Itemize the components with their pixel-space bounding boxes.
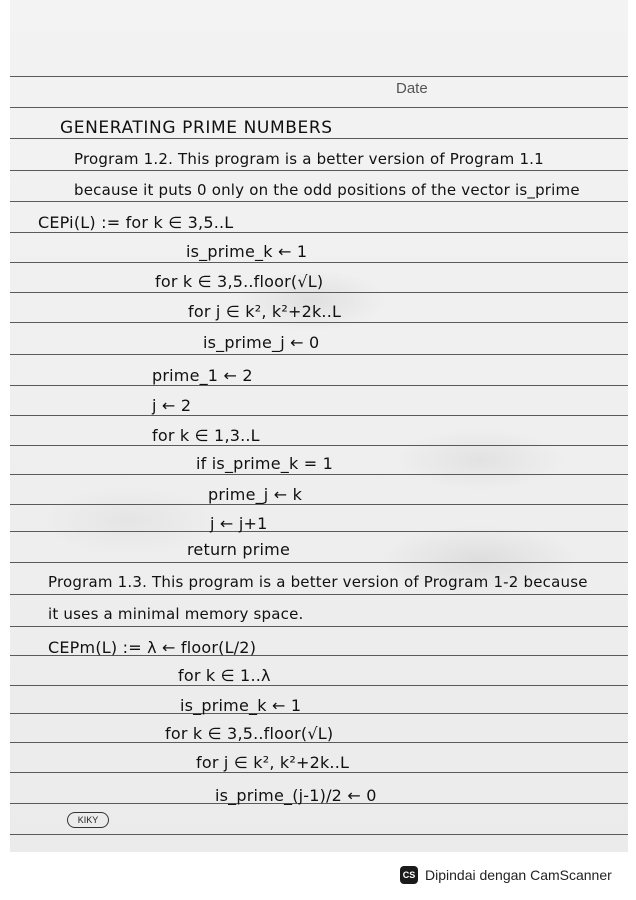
handwritten-line: CEPi(L) := for k ∈ 3,5..L: [38, 213, 234, 232]
ruled-line: [10, 107, 628, 108]
ruled-line: [10, 354, 628, 355]
handwritten-line: CEPm(L) := λ ← floor(L/2): [48, 638, 257, 657]
ruled-line: [10, 138, 628, 139]
handwritten-line: is_prime_k ← 1: [180, 696, 302, 715]
handwritten-line: is_prime_k ← 1: [186, 242, 308, 261]
ruled-line: [10, 504, 628, 505]
handwritten-line: return prime: [187, 540, 291, 559]
handwritten-line: for k ∈ 3,5..floor(√L): [165, 724, 334, 743]
ruled-line: [10, 201, 628, 202]
handwritten-line: j ← 2: [152, 396, 192, 415]
ruled-line: [10, 445, 628, 446]
handwritten-line: prime_j ← k: [208, 485, 303, 504]
handwritten-line: is_prime_j ← 0: [203, 333, 320, 352]
ruled-line: [10, 594, 628, 595]
watermark-text: Dipindai dengan CamScanner: [425, 867, 612, 883]
ruled-line: [10, 232, 628, 233]
handwritten-line: Program 1.3. This program is a better version of Program 1-2 because: [48, 573, 588, 591]
handwritten-line: for k ∈ 1,3..L: [152, 426, 260, 445]
handwritten-line: prime_1 ← 2: [152, 366, 253, 385]
notebook-brand-stamp: KIKY: [67, 812, 109, 828]
ruled-line: [10, 685, 628, 686]
ruled-line: [10, 170, 628, 171]
handwritten-line: is_prime_(j-1)/2 ← 0: [215, 786, 377, 805]
handwritten-line: it uses a minimal memory space.: [48, 605, 304, 623]
handwritten-line: for k ∈ 3,5..floor(√L): [155, 272, 324, 291]
handwritten-line: j ← j+1: [210, 514, 268, 533]
date-label: Date: [396, 80, 428, 97]
ruled-line: [10, 713, 628, 714]
ruled-line: [10, 772, 628, 773]
ruled-line: [10, 292, 628, 293]
ruled-line: [10, 474, 628, 475]
ruled-line: [10, 385, 628, 386]
ruled-line: [10, 834, 628, 835]
ruled-line: [10, 531, 628, 532]
ruled-line: [10, 562, 628, 563]
ruled-line: [10, 76, 628, 77]
camscanner-watermark: [392, 862, 620, 888]
notebook-page: [10, 0, 628, 852]
handwritten-line: GENERATING PRIME NUMBERS: [60, 118, 333, 138]
handwritten-line: because it puts 0 only on the odd positions of the vector is_prime: [74, 181, 580, 199]
handwritten-line: if is_prime_k = 1: [196, 454, 333, 473]
handwritten-line: for k ∈ 1..λ: [178, 666, 271, 685]
handwritten-line: for j ∈ k², k²+2k..L: [188, 302, 342, 321]
ruled-line: [10, 262, 628, 263]
handwritten-line: Program 1.2. This program is a better version of Program 1.1: [74, 150, 544, 168]
handwritten-line: for j ∈ k², k²+2k..L: [196, 753, 350, 772]
ruled-line: [10, 322, 628, 323]
camscanner-logo-icon: CS: [400, 866, 418, 884]
ruled-line: [10, 626, 628, 627]
ruled-line: [10, 415, 628, 416]
